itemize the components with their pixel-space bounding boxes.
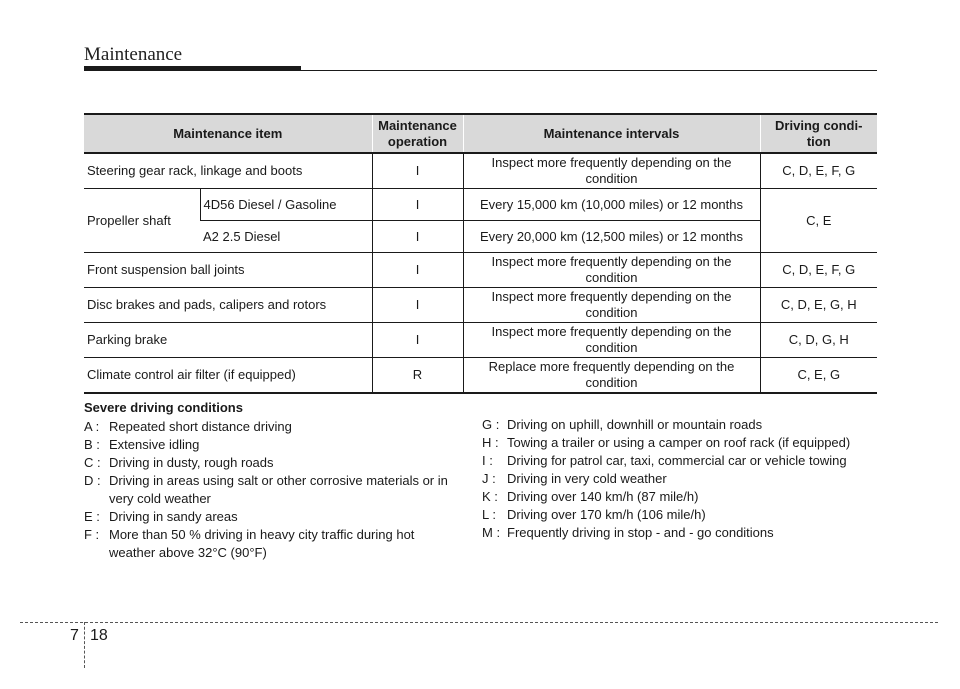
row-item: Climate control air filter (if equipped) <box>84 358 372 394</box>
condition-code: I : <box>482 453 493 468</box>
condition-code: H : <box>482 435 499 450</box>
maintenance-table <box>84 113 877 394</box>
header-rule-thin <box>301 70 877 71</box>
severe-conditions-title: Severe driving conditions <box>84 400 243 415</box>
list-item <box>482 524 882 542</box>
condition-text: Frequently driving in stop - and - go conditions <box>507 525 774 540</box>
condition-text: Driving for patrol car, taxi, commercial car or vehicle towing <box>507 453 847 468</box>
condition-code: G : <box>482 417 500 432</box>
condition-list-left <box>84 418 454 562</box>
list-item <box>84 436 454 454</box>
condition-code: A : <box>84 419 100 434</box>
table-row <box>84 221 877 253</box>
row-interval: Inspect more frequently depending on the condition <box>463 153 760 189</box>
condition-text: Driving in dusty, rough roads <box>109 455 274 470</box>
row-interval: Every 20,000 km (12,500 miles) or 12 months <box>463 221 760 253</box>
condition-text: Driving over 140 km/h (87 mile/h) <box>507 489 699 504</box>
condition-text: Driving in very cold weather <box>507 471 667 486</box>
row-condition: C, D, E, F, G <box>760 253 877 288</box>
condition-code: K : <box>482 489 498 504</box>
table-row <box>84 323 877 358</box>
condition-text: Extensive idling <box>109 437 200 452</box>
header-rule-thick <box>84 66 301 71</box>
row-item: Steering gear rack, linkage and boots <box>84 153 372 189</box>
condition-text: Driving on uphill, downhill or mountain roads <box>507 417 763 432</box>
condition-text: Driving in sandy areas <box>109 509 238 524</box>
section-title: Maintenance <box>84 44 183 65</box>
col-header-condition: Driving condi- tion <box>760 114 877 153</box>
list-item <box>84 508 454 526</box>
row-interval: Replace more frequently depending on the condition <box>463 358 760 394</box>
row-operation: I <box>372 221 463 253</box>
row-condition: C, E, G <box>760 358 877 394</box>
condition-code: F : <box>84 527 100 542</box>
condition-code: D : <box>84 473 101 488</box>
list-item <box>482 506 882 524</box>
list-item <box>482 416 882 434</box>
row-item: Disc brakes and pads, calipers and rotors <box>84 288 372 323</box>
condition-code: J : <box>482 471 496 486</box>
footer-page-divider <box>84 622 85 668</box>
row-interval: Every 15,000 km (10,000 miles) or 12 months <box>463 189 760 221</box>
condition-text: Driving in areas using salt or other corrosive materials or in very cold weather <box>109 473 448 506</box>
condition-code: B : <box>84 437 100 452</box>
list-item <box>84 526 454 562</box>
row-interval: Inspect more frequently depending on the condition <box>463 253 760 288</box>
list-item <box>84 418 454 436</box>
list-item <box>482 470 882 488</box>
list-item <box>482 452 882 470</box>
row-condition: C, E <box>760 189 877 253</box>
list-item <box>84 472 454 508</box>
footer-divider <box>20 622 938 623</box>
condition-code: C : <box>84 455 101 470</box>
row-interval: Inspect more frequently depending on the condition <box>463 323 760 358</box>
row-condition: C, D, G, H <box>760 323 877 358</box>
table-row <box>84 253 877 288</box>
row-item: Parking brake <box>84 323 372 358</box>
list-item <box>482 434 882 452</box>
row-condition: C, D, E, G, H <box>760 288 877 323</box>
col-header-intervals: Maintenance intervals <box>463 114 760 153</box>
row-operation: I <box>372 189 463 221</box>
row-operation: I <box>372 153 463 189</box>
row-operation: I <box>372 288 463 323</box>
list-item <box>482 488 882 506</box>
condition-list-right <box>482 416 882 542</box>
row-variant: A2 2.5 Diesel <box>200 221 372 253</box>
condition-code: L : <box>482 507 496 522</box>
list-item <box>84 454 454 472</box>
condition-text: More than 50 % driving in heavy city traffic during hot weather above 32°C (90°F) <box>109 527 415 560</box>
row-condition: C, D, E, F, G <box>760 153 877 189</box>
table-header-row <box>84 114 877 153</box>
row-item: Propeller shaft <box>84 189 200 253</box>
row-operation: R <box>372 358 463 394</box>
col-header-operation: Maintenance operation <box>372 114 463 153</box>
chapter-number: 7 <box>70 627 79 644</box>
table-row <box>84 288 877 323</box>
condition-text: Repeated short distance driving <box>109 419 292 434</box>
row-operation: I <box>372 323 463 358</box>
condition-code: E : <box>84 509 100 524</box>
table-row <box>84 358 877 394</box>
table-row <box>84 153 877 189</box>
table-row <box>84 189 877 221</box>
row-item: Front suspension ball joints <box>84 253 372 288</box>
condition-text: Towing a trailer or using a camper on roof rack (if equipped) <box>507 435 851 450</box>
condition-text: Driving over 170 km/h (106 mile/h) <box>507 507 706 522</box>
row-variant: 4D56 Diesel / Gasoline <box>200 189 372 221</box>
row-operation: I <box>372 253 463 288</box>
row-interval: Inspect more frequently depending on the condition <box>463 288 760 323</box>
page-number: 18 <box>90 627 108 644</box>
condition-code: M : <box>482 525 501 540</box>
col-header-item: Maintenance item <box>84 114 372 153</box>
